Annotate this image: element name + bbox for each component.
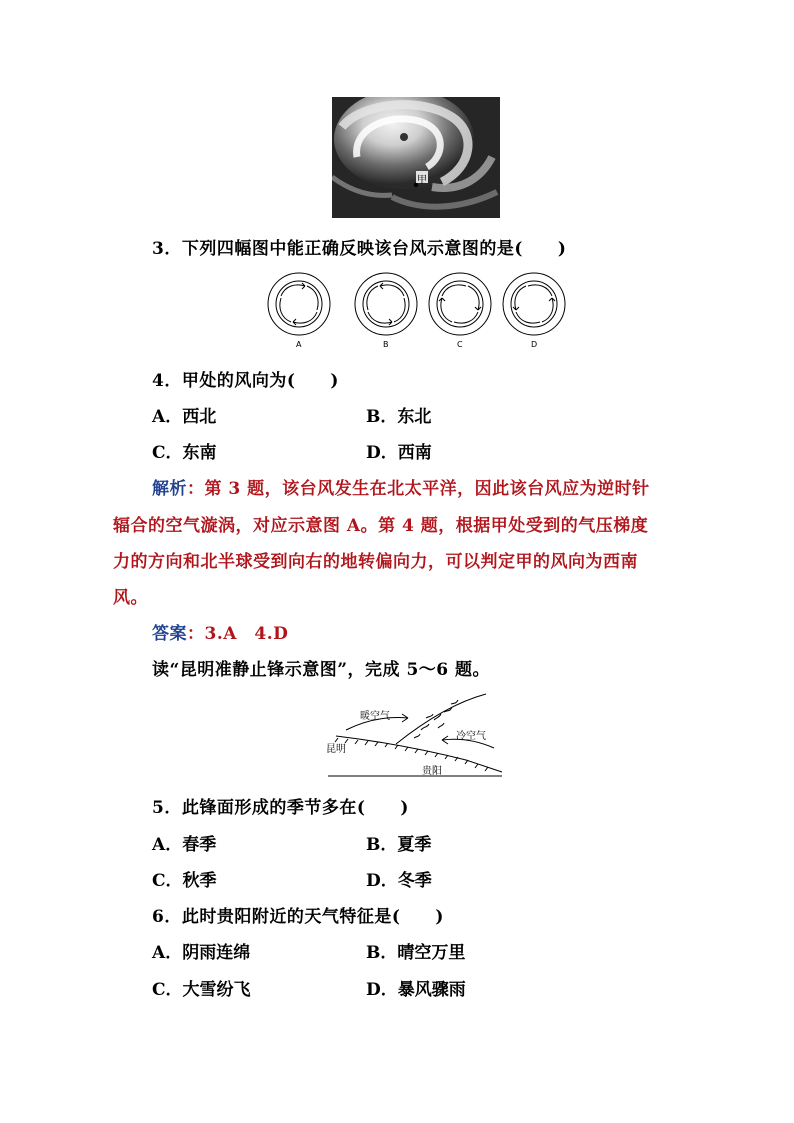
- answer-label: 答案: [152, 624, 187, 644]
- analysis-line-3: 力的方向和北半球受到向右的地转偏向力，可以判定甲的风向为西南: [113, 552, 638, 572]
- typhoon-diagrams-svg: [264, 270, 570, 340]
- analysis-line-2: 辐合的空气漩涡，对应示意图 A。第 4 题，根据甲处受到的气压梯度: [113, 516, 649, 536]
- diagram-label-b: B: [383, 340, 389, 349]
- diagram-label-a: A: [296, 340, 302, 349]
- q5-option-c: C．秋季: [152, 871, 217, 891]
- question-3-text: 3．下列四幅图中能正确反映该台风示意图的是( ): [152, 239, 567, 259]
- q5-option-a: A．春季: [152, 835, 217, 855]
- q6-option-b: B．晴空万里: [366, 943, 466, 963]
- diagram-d: [503, 273, 565, 335]
- intro-q5-6: 读“昆明准静止锋示意图”，完成 5～6 题。: [152, 660, 491, 680]
- diagram-c: [429, 273, 491, 335]
- q4-option-b: B．东北: [366, 407, 432, 427]
- answer-text: ：3.A 4.D: [187, 624, 289, 644]
- warm-air-label: 暖空气: [360, 711, 390, 722]
- typhoon-satellite-svg: [332, 97, 500, 218]
- analysis-label: 解析: [152, 479, 187, 499]
- analysis-text-1: ：第 3 题，该台风发生在北太平洋，因此该台风应为逆时针: [187, 479, 650, 499]
- analysis-line-1: [152, 474, 650, 499]
- diagram-a: [268, 273, 330, 335]
- question-5-text: 5．此锋面形成的季节多在( ): [152, 798, 409, 818]
- q6-option-d: D．暴风骤雨: [366, 980, 466, 1000]
- diagram-label-d: D: [531, 340, 538, 349]
- analysis-line-4: 风。: [113, 588, 148, 608]
- q5-option-d: D．冬季: [366, 871, 432, 891]
- cold-air-label: 冷空气: [456, 731, 486, 742]
- diagram-label-c: C: [457, 340, 463, 349]
- typhoon-diagram-options: [264, 270, 570, 352]
- question-4-text: 4．甲处的风向为( ): [152, 371, 339, 391]
- stationary-front-diagram: [326, 690, 504, 780]
- q6-option-a: A．阴雨连绵: [152, 943, 251, 963]
- typhoon-satellite-image: [332, 97, 500, 218]
- question-6-text: 6．此时贵阳附近的天气特征是( ): [152, 907, 444, 927]
- q6-option-c: C．大雪纷飞: [152, 980, 251, 1000]
- kunming-label: 昆明: [326, 744, 346, 755]
- q5-option-b: B．夏季: [366, 835, 432, 855]
- diagram-b: [355, 273, 417, 335]
- jia-label: 甲: [417, 175, 427, 186]
- q4-option-a: A．西北: [152, 407, 217, 427]
- q4-option-c: C．东南: [152, 443, 217, 463]
- guiyang-label: 贵阳: [422, 766, 442, 777]
- q4-option-d: D．西南: [366, 443, 432, 463]
- answer-line: [152, 619, 288, 644]
